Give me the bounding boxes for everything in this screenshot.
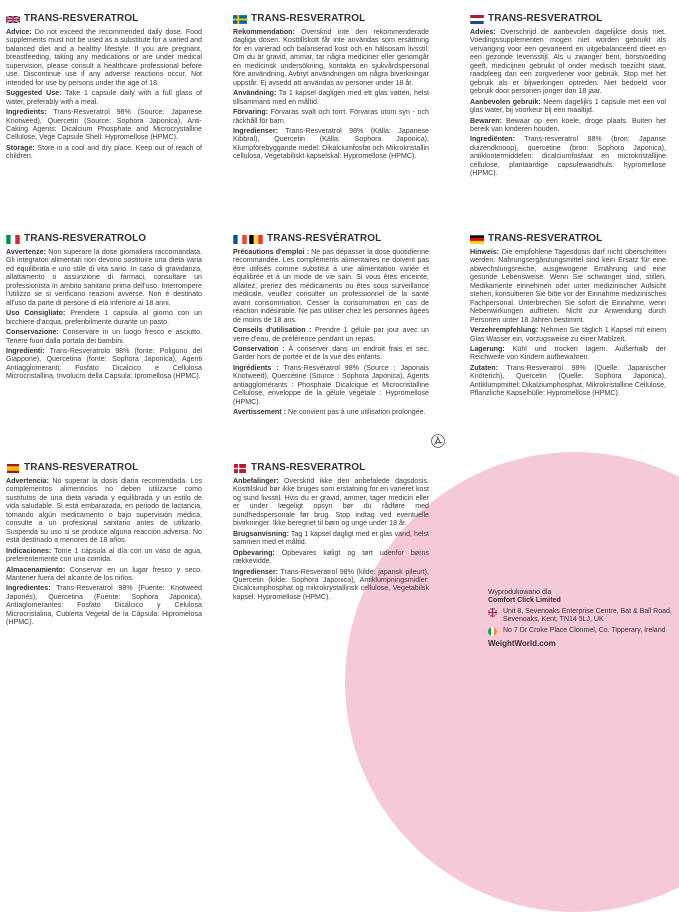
germany-flag-icon <box>470 235 484 244</box>
paragraph: Conservation : À conserver dans un endroit frais et sec. Garder hors de portée et de la vue des enfants. <box>233 344 430 362</box>
italy-flag-icon <box>6 235 20 244</box>
section-title: TRANS-RESVERATROL <box>251 13 366 25</box>
paragraph: Hinweis: Die empfohlene Tagesdosis darf nicht überschritten werden. Nahrungsergänzungsmittel sind kein Ersatz für eine abwechslungsreiche, ausgewogene Ernährung und eine gesunde Lebensweise. Wenn Sie schwanger sind, stillen, Medikamente einnehmen oder unter medizinischer Aufsicht stehen, konsultieren Sie bitte vor der Einnahme medizinisches Fachpersonal. Unterbrechen Sie sofort die Einnahme, wenn Nebenwirkungen auftreten. Nicht zur Anwendung durch Personen unter 18 Jahren bestimmt. <box>470 248 666 324</box>
paragraph: Advies: Overschrijd de aanbevolen dagelijkse dosis niet. Voedingssupplementen mogen niet worden gebruikt als vervanging voor een gevarieerd en uitgebalanceerd dieet en een gezonde levensstijl. Als u zwanger bent, borstvoeding geeft, medicijnen gebruikt of onder medisch toezicht staat, raadpleeg dan een zorgverlener voor gebruik. Stop met het gebruik als er bijwerkingen optreden. Niet bedoeld voor gebruik door personen jonger dan 18 jaar. <box>470 28 666 96</box>
paragraph: Précautions d'emploi : Ne pas dépasser la dose quotidienne recommandée. Les compléments alimentaires ne doivent pas être utilisés comme substitut à une alimentation variée et équilibrée et à un mode de vie sain. Si vous êtes enceinte, allaitez, prenez des médicaments ou êtes sous surveillance médicale, veuillez consulter un professionnel de la santé avant consommation. Cesser la consommation en cas de réaction indésirable. Ne pas utiliser chez les personnes âgées de moins de 18 ans. <box>233 248 429 324</box>
paragraph: Ingredienti: Trans-Resveratrolo 98% (fonte: Poligono del Giappone), Quercetina (fonte: Sophora Japonica), Agenti Antiagglomeranti: Fosfato Dicalcico e Cellulosa Microcristallina, Involucro della Capsula: Ipromellosa (HPMC). <box>6 346 202 381</box>
paragraph: Brugsanvisning: Tag 1 kapsel dagligt med et glas vand, helst sammen med et måltid. <box>233 529 429 547</box>
section-title: TRANS-RESVERATROL <box>488 233 603 245</box>
section-dk <box>233 463 429 603</box>
uk-address: Unit 8, Sevenoaks Enterprise Centre, Bat & Ball Road, Sevenoaks, Kent, TN14 5LJ, UK <box>503 607 672 624</box>
paragraph: Zutaten: Trans-Resveratrol 98% (Quelle: Japanischer Knöterich), Quercetin (Quelle: Sophora Japonica), Antiklumpmittel: Dikalziumphosphat, Mikrokristalline Cellulose, Pflanzliche Kapselhülle: Hypromellose (HPMC). <box>470 363 666 398</box>
section-title: TRANS-RESVERATROLO <box>24 233 147 245</box>
paragraph: Ingredients: Trans-Resveratrol 98% (Source: Japanese Knotweed), Quercetin (Source: Sophora Japonica), Anti-Caking Agents: Dicalcium Phosphate and Microcrystalline Cellulose, Vege Capsule Shell: Hypromellose (HPMC). <box>6 108 202 142</box>
section-title: TRANS-RESVERATROL <box>24 13 139 25</box>
recycle-icon <box>431 434 445 448</box>
section-es <box>6 463 202 629</box>
uk-flag-icon <box>6 15 20 24</box>
paragraph: Ingrediënten: Trans-resveratrol 98% (bron: Japanse duizendknoop), quercetine (bron: Sophora Japonica), antiklontermiddelen: dicalciumfosfaat en microkristallijne cellulose, plantaardige capsulewandhuls: hypromellose (HPMC). <box>470 135 666 178</box>
paragraph: Ingredientes: Trans-Resveratrol 98% (Fuente: Knotweed Japonés), Quercetina (Fuente: Sophora Japonica), Antiaglomerantes: Fosfato Dicálcico y Celulosa Microcristalina, Cubierta Vegetal de la Cápsula: Hipromelosa (HPMC). <box>6 584 202 627</box>
paragraph: Rekommendation: Överskrid inte den rekommenderade dagliga dosen. Kosttillskott får inte användas som ersättning för en varierad och balanserad kost och en hälsosam livsstil. Om du är gravid, ammar, tar några mediciner eller genomgår en medicinsk undersökning, kontakta en sjukvårdspersonal före användning. Avbryt användningen om några biverkningar uppstår. Ej avsedd att användas av personer under 18 år. <box>233 28 429 87</box>
spain-flag-icon <box>6 464 20 473</box>
paragraph: Indicaciones: Tome 1 cápsula al día con un vaso de agua, preferentemente con una comida. <box>6 546 202 564</box>
paragraph: Avvertenze: Non superare la dose giornaliera raccomandata. Gli integratori alimentari non devono sostituire una dieta varia ed equilibrata e uno stile di vita sano. In caso di gravidanza, allattamento o assunzione di farmaci, consultare un professionista in ambito sanitario prima dell'uso. Interrompere l'utilizzo se si verificano reazioni avverse. Non è destinato all'uso da parte di persone di età inferiore ai 18 anni. <box>6 248 202 307</box>
paragraph: Advice: Do not exceed the recommended daily dose. Food supplements must not be used as a substitute for a varied and balanced diet and a healthy lifestyle. If you are pregnant, breastfeeding, taking any medications or are under medical supervision, please consult a healthcare professional before use. Discontinue use if any adverse reactions occur. Not intended for use by persons under the age of 18. <box>6 28 202 87</box>
company-name: Comfort Click Limited <box>488 597 561 605</box>
belgium-flag-icon <box>249 235 263 244</box>
section-nl <box>470 14 666 180</box>
paragraph: Lagerung: Kühl und trocken lagern. Außerhalb der Reichweite von Kindern aufbewahren. <box>470 344 666 362</box>
paragraph: Aanbevolen gebruik: Neem dagelijks 1 capsule met een vol glas water, bij voorkeur bij een maaltijd. <box>470 97 666 115</box>
paragraph: Opbevaring: Opbevares køligt og tørt udenfor børns rækkevidde. <box>233 548 429 566</box>
section-de <box>470 234 666 400</box>
section-se <box>233 14 429 163</box>
ireland-flag-icon <box>488 627 497 636</box>
paragraph: Verzehrempfehlung: Nehmen Sie täglich 1 Kapsel mit einem Glas Wasser ein, vorzugsweise zu einer Mahlzeit. <box>470 326 666 343</box>
paragraph: Användning: Ta 1 kapsel dagligen med ett glas vatten, helst tillsammans med en måltid. <box>233 89 429 106</box>
paragraph: Uso Consigliato: Prendere 1 capsula al giorno con un bicchiere d'acqua, preferibilmente durante un pasto. <box>6 309 202 326</box>
paragraph: Conservazione: Conservare in un luogo fresco e asciutto. Tenere fuori dalla portata dei bambini. <box>6 328 202 345</box>
section-title: TRANS-RESVERATROL <box>488 13 603 25</box>
paragraph: Suggested Use: Take 1 capsule daily with a full glass of water, preferably with a meal. <box>6 89 202 106</box>
paragraph: Almacenamiento: Conservar en un lugar fresco y seco. Mantener fuera del alcance de los niños. <box>6 565 202 582</box>
ireland-address-row <box>488 627 673 636</box>
france-flag-icon <box>233 235 247 244</box>
paragraph: Storage: Store in a cool and dry place. Keep out of reach of children. <box>6 143 202 161</box>
paragraph: Advertencia: No superar la dosis diaria recomendada. Los complementos alimenticios no deben utilizarse como sustitutos de una dieta variada y equilibrada y un estilo de vida saludable. Si está embarazada, en periodo de lactancia, tomando algún medicamento o bajo supervisión médica, consulte a un profesional sanitario antes de utilizarlo. Suspenda su uso si se produce alguna reacción adversa. No está destinado a menores de 18 años. <box>6 477 202 545</box>
paragraph: Bewaren: Bewaar op een koele, droge plaats. Buiten het bereik van kinderen houden. <box>470 116 666 133</box>
denmark-flag-icon <box>233 464 247 473</box>
paragraph: Förvaring: Förvaras svalt och torrt. Förvaras utom syn - och räckhåll för barn. <box>233 108 429 125</box>
paragraph: Conseils d'utilisation : Prendre 1 gélule par jour avec un verre d'eau, de préférence pendant un repas. <box>233 326 430 343</box>
section-title: TRANS-RESVÉRATROL <box>267 233 382 245</box>
section-uk <box>6 14 202 163</box>
section-title: TRANS-RESVERATROL <box>251 462 366 474</box>
paragraph: Ingredienser: Trans-Resveratrol 98% (kilde: japansk pileurt), Quercetin (kilde: Sophora Japonica), Antiklumpningsmidler: Dicalciumphosphat og mikrokrystallinsk cellulose, Vegetabilsk kapsel: Hypromellose (HPMC). <box>233 567 429 601</box>
section-title: TRANS-RESVERATROL <box>24 462 139 474</box>
ireland-address: No 7 Dr Croke Place Clonmel, Co. Tipperary, Ireland <box>503 626 666 634</box>
paragraph: Anbefalinger: Overskrid ikke den anbefalede dagsdosis. Kosttilskud bør ikke bruges som erstatning for en varieret kost og sund livsstil. Hvis du er gravid, ammer, tager medicin eller er under lægeligt opsyn bør du rådføre med sundhedspersonale før brug. Stop indtag ved eventuelle bivirkninger. Ikke beregnet til børn og unge under 18 år. <box>233 477 429 528</box>
section-it <box>6 234 202 383</box>
paragraph: Ingredienser: Trans-Resveratrol 98% (Källa: Japanese Kibbral), Quercetin (Källa: Sophora Japonica), Klumpförebyggande medel: Dikalciumfosfat och Mikrokristallin cellulosa, Vegetabiliskt kapselskal: Hypromellose (HPMC). <box>233 126 429 161</box>
uk-address-row <box>488 608 673 625</box>
uk-flag-icon <box>488 608 497 617</box>
sweden-flag-icon <box>233 15 247 24</box>
brand-logo: WeightWorld.com <box>488 638 556 648</box>
section-fr <box>233 234 429 419</box>
paragraph: Ingrédients : Trans-Resvératrol 98% (Source : Japonais Knotweed), Quercétine (Source : Sophora Japonica), Agents antiagglomérants : Phosphate Dicalcique et Microcristalline Cellulose, enveloppe de la gélule végétale : Hypromellose (HPMC). <box>233 363 429 406</box>
netherlands-flag-icon <box>470 15 484 24</box>
manufactured-for-label: Wyprodukowano dla <box>488 589 552 596</box>
manufacturer-footer <box>488 589 673 648</box>
paragraph: Avertissement : Ne convient pas à une utilisation prolongée. <box>233 408 426 417</box>
